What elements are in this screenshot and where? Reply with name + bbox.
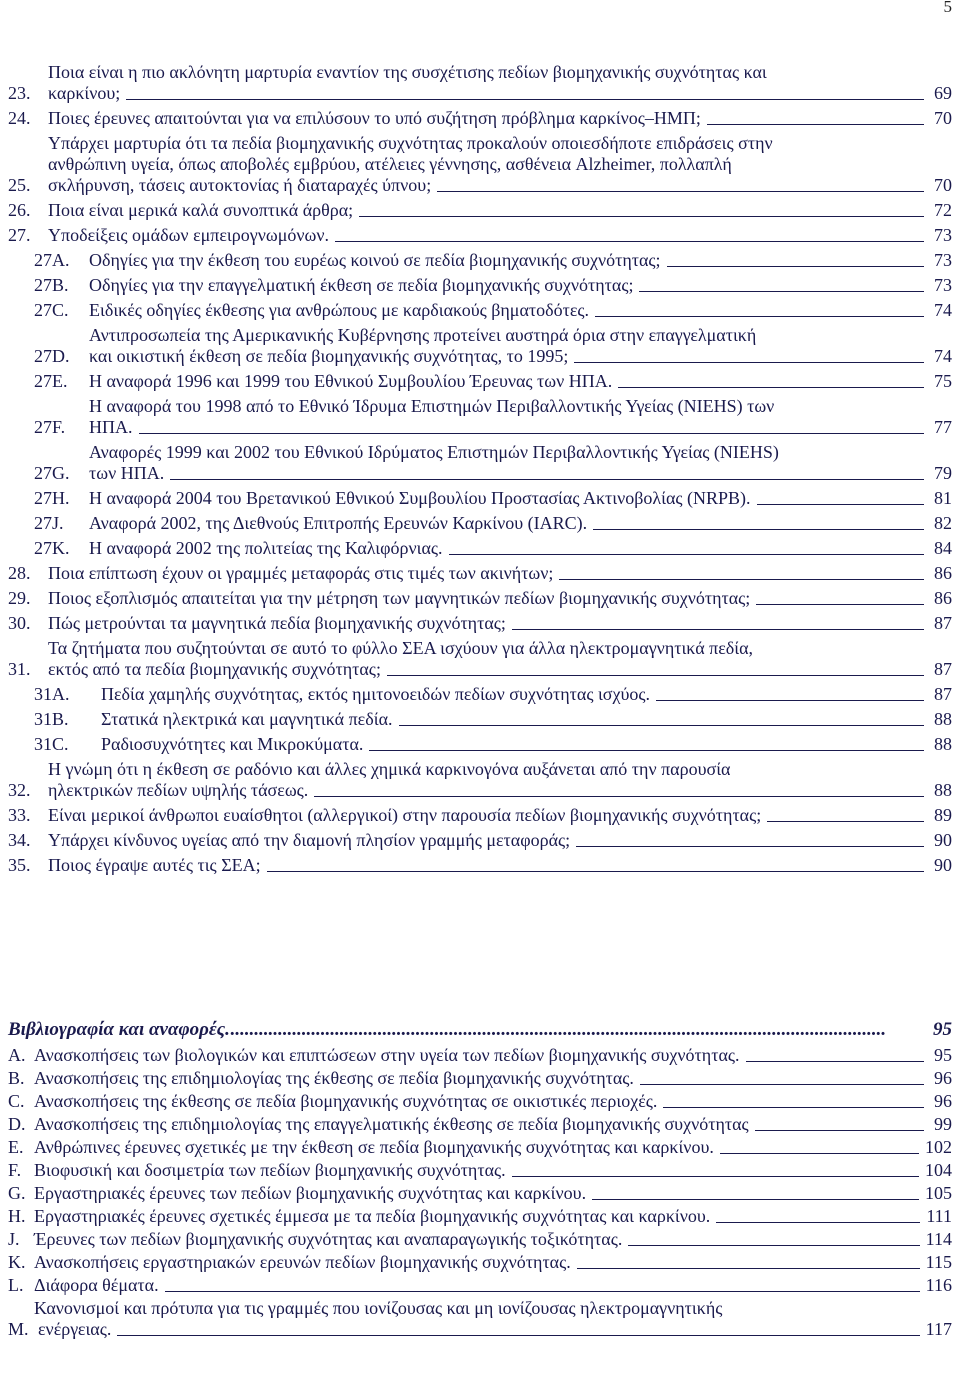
toc-subentry[interactable] <box>8 488 952 509</box>
item-page: 116 <box>925 1275 952 1295</box>
item-text: Βιοφυσική και δοσιμετρία των πεδίων βιομηχανικής συχνότητας. <box>34 1160 506 1180</box>
entry-number: 31A. <box>34 684 70 704</box>
item-letter: M. <box>8 1319 29 1339</box>
entry-page: 70 <box>934 108 952 128</box>
bibliography-item[interactable] <box>8 1160 952 1181</box>
item-text: Έρευνες των πεδίων βιομηχανικής συχνότητας και αναπαραγωγικής τοξικότητας. <box>34 1229 623 1249</box>
entry-text: Η αναφορά 2004 του Βρετανικού Εθνικού Συμβουλίου Προστασίας Ακτινοβολίας (NRPB). <box>89 488 751 508</box>
leader-line <box>369 750 924 751</box>
entry-page: 72 <box>934 200 952 220</box>
leader-line <box>667 266 924 267</box>
leader-line <box>756 604 924 605</box>
bibliography-item[interactable] <box>8 1068 952 1089</box>
entry-page: 73 <box>934 225 952 245</box>
entry-page: 69 <box>934 83 952 103</box>
leader-line <box>577 1268 920 1269</box>
leader-line <box>335 241 924 242</box>
toc-subentry[interactable] <box>8 538 952 559</box>
leader-line <box>559 579 924 580</box>
item-text: Ανθρώπινες έρευνες σχετικές με την έκθεση σε πεδία βιομηχανικής συχνότητας και καρκίνου. <box>34 1137 714 1157</box>
entry-text: Η αναφορά του 1998 από το Εθνικό Ίδρυμα Επιστημών Περιβαλλοντικής Υγείας (NIEHS) των <box>89 396 775 416</box>
entry-text: Οδηγίες για την έκθεση του ευρέως κοινού σε πεδία βιομηχανικής συχνότητας; <box>89 250 661 270</box>
entry-text: ηλεκτρικών πεδίων υψηλής τάσεως. <box>48 780 309 800</box>
entry-text: Ειδικές οδηγίες έκθεσης για ανθρώπους με καρδιακούς βηματοδότες. <box>89 300 590 320</box>
item-letter: K. <box>8 1252 26 1272</box>
item-page: 95 <box>934 1045 952 1065</box>
toc-entry[interactable] <box>8 563 952 584</box>
leader-line <box>595 316 924 317</box>
entry-text: Υπάρχει κίνδυνος υγείας από την διαμονή πλησίον γραμμής μεταφοράς; <box>48 830 571 850</box>
toc-entry[interactable] <box>8 613 952 634</box>
entry-page: 86 <box>934 588 952 608</box>
entry-page: 81 <box>934 488 952 508</box>
item-text: Εργαστηριακές έρευνες των πεδίων βιομηχανικής συχνότητας και καρκίνου. <box>34 1183 587 1203</box>
leader-line <box>640 1084 924 1085</box>
entry-number: 27J. <box>34 513 64 533</box>
item-page: 114 <box>925 1229 952 1249</box>
entry-number: 32. <box>8 780 31 800</box>
leader-line <box>720 1153 919 1154</box>
entry-page: 89 <box>934 805 952 825</box>
leader-line <box>267 871 924 872</box>
toc-entry[interactable] <box>8 805 952 826</box>
entry-text: Αντιπροσωπεία της Αμερικανικής Κυβέρνησης προτείνει αυστηρά όρια στην επαγγελματική <box>89 325 757 345</box>
toc-subentry[interactable] <box>8 250 952 271</box>
entry-number: 27G. <box>34 463 70 483</box>
entry-text: Η γνώμη ότι η έκθεση σε ραδόνιο και άλλες χημικά καρκινογόνα αυξάνεται από την παρουσία <box>48 759 731 779</box>
leader-line <box>618 387 924 388</box>
leader-line <box>117 1335 919 1336</box>
bibliography-list <box>8 1045 952 1340</box>
toc-subentry[interactable] <box>8 513 952 534</box>
entry-number: 27. <box>8 225 31 245</box>
item-page: 99 <box>934 1114 952 1134</box>
entry-text: Υπάρχει μαρτυρία ότι τα πεδία βιομηχανικής συχνότητας προκαλούν οποιεσδήποτε επιδράσεις στην <box>48 133 773 153</box>
leader-line <box>165 1291 920 1292</box>
entry-text: Ραδιοσυχνότητες και Μικροκύματα. <box>101 734 364 754</box>
entry-page: 74 <box>934 300 952 320</box>
bibliography-item[interactable] <box>8 1229 952 1250</box>
bibliography-item[interactable] <box>8 1137 952 1158</box>
entry-page: 74 <box>934 346 952 366</box>
entry-page: 87 <box>934 684 952 704</box>
entry-text: Ποια είναι η πιο ακλόνητη μαρτυρία εναντίον της συσχέτισης πεδίων βιομηχανικής συχνότητας και <box>48 62 767 82</box>
entry-number: 28. <box>8 563 31 583</box>
entry-number: 27D. <box>34 346 70 366</box>
toc-subentry[interactable] <box>8 396 952 438</box>
entry-number: 27F. <box>34 417 66 437</box>
bibliography-section <box>8 1019 952 1342</box>
entry-number: 27B. <box>34 275 69 295</box>
item-text: Ανασκοπήσεις της επιδημιολογίας της επαγγελματικής έκθεσης σε πεδία βιομηχανικής συχνότητας <box>34 1114 749 1134</box>
leader-line <box>746 1061 925 1062</box>
bibliography-item[interactable] <box>8 1206 952 1227</box>
leader-line <box>512 1176 919 1177</box>
entry-number: 26. <box>8 200 31 220</box>
bibliography-heading[interactable] <box>8 1019 952 1041</box>
entry-page: 88 <box>934 709 952 729</box>
page-number: 5 <box>943 0 952 16</box>
leader-line <box>574 362 924 363</box>
toc-entry[interactable] <box>8 133 952 196</box>
entry-number: 27K. <box>34 538 70 558</box>
bibliography-title: Βιβλιογραφία και αναφορές. <box>8 1019 230 1040</box>
leader-line <box>449 554 924 555</box>
item-page: 96 <box>934 1091 952 1111</box>
leader-line <box>639 291 924 292</box>
entry-text: Ποιος εξοπλισμός απαιτείται για την μέτρηση των μαγνητικών πεδίων βιομηχανικής συχνότητας; <box>48 588 751 608</box>
entry-number: 27A. <box>34 250 70 270</box>
entry-page: 87 <box>934 613 952 633</box>
leader-line <box>170 479 924 480</box>
entry-number: 27H. <box>34 488 70 508</box>
toc-subentry[interactable] <box>8 684 952 705</box>
toc-subentry[interactable] <box>8 325 952 367</box>
toc-entry[interactable] <box>8 225 952 246</box>
leader-line <box>767 821 924 822</box>
entry-text: εκτός από τα πεδία βιομηχανικής συχνότητας; <box>48 659 381 679</box>
entry-text: Στατικά ηλεκτρικά και μαγνητικά πεδία. <box>101 709 393 729</box>
entry-number: 25. <box>8 175 31 195</box>
leader-line <box>663 1107 924 1108</box>
entry-number: 30. <box>8 613 31 633</box>
toc-entry[interactable] <box>8 855 952 876</box>
toc-subentry[interactable] <box>8 300 952 321</box>
item-letter: H. <box>8 1206 26 1226</box>
bibliography-item[interactable] <box>8 1114 952 1135</box>
toc-subentry[interactable] <box>8 709 952 730</box>
leader-line <box>628 1245 919 1246</box>
leader-line <box>387 675 924 676</box>
toc-entry[interactable] <box>8 759 952 801</box>
entry-text: Αναφορές 1999 και 2002 του Εθνικού Ιδρύματος Επιστημών Περιβαλλοντικής Υγείας (NIEHS) <box>89 442 779 462</box>
entry-page: 73 <box>934 250 952 270</box>
toc-entry[interactable] <box>8 200 952 221</box>
entry-text: των ΗΠΑ. <box>89 463 165 483</box>
toc-subentry[interactable] <box>8 371 952 392</box>
leader-line <box>656 700 924 701</box>
entry-text: Η αναφορά 2002 της πολιτείας της Καλιφόρνιας. <box>89 538 443 558</box>
bibliography-item[interactable] <box>8 1298 952 1340</box>
item-page: 117 <box>925 1319 952 1339</box>
entry-number: 29. <box>8 588 31 608</box>
entry-page: 77 <box>934 417 952 437</box>
entry-page: 84 <box>934 538 952 558</box>
entry-number: 23. <box>8 83 31 103</box>
entry-number: 31C. <box>34 734 69 754</box>
item-page: 111 <box>926 1206 952 1226</box>
entry-number: 31. <box>8 659 31 679</box>
entry-page: 90 <box>934 830 952 850</box>
entry-page: 79 <box>934 463 952 483</box>
leader-line <box>592 1199 919 1200</box>
item-text: Κανονισμοί και πρότυπα για τις γραμμές που ιονίζουσας και μη ιονίζουσας ηλεκτρομαγνητικής <box>34 1298 723 1318</box>
item-text: Ανασκοπήσεις εργαστηριακών ερευνών πεδίων βιομηχανικής συχνότητας. <box>34 1252 571 1272</box>
item-text: Ανασκοπήσεις της έκθεσης σε πεδία βιομηχανικής συχνότητας σε οικιστικές περιοχές. <box>34 1091 658 1111</box>
leader-line <box>757 504 924 505</box>
leader-line <box>126 99 924 100</box>
entry-text: ανθρώπινη υγεία, όπως αποβολές εμβρύου, ατέλειες γέννησης, ασθένεια Alzheimer, πολλαπλή <box>48 154 732 174</box>
toc-subentry[interactable] <box>8 734 952 755</box>
item-text: Ανασκοπήσεις της επιδημιολογίας της έκθεσης σε πεδία βιομηχανικής συχνότητας. <box>34 1068 634 1088</box>
item-letter: A. <box>8 1045 26 1065</box>
entry-number: 24. <box>8 108 31 128</box>
entry-number: 33. <box>8 805 31 825</box>
toc-entry[interactable] <box>8 108 952 129</box>
leader-line <box>139 433 925 434</box>
entry-text: Αναφορά 2002, της Διεθνούς Επιτροπής Ερευνών Καρκίνου (IARC). <box>89 513 588 533</box>
leader-line <box>314 796 924 797</box>
bibliography-item[interactable] <box>8 1045 952 1066</box>
toc-entry[interactable] <box>8 588 952 609</box>
bibliography-item[interactable] <box>8 1275 952 1296</box>
entry-page: 88 <box>934 780 952 800</box>
item-letter: L. <box>8 1275 24 1295</box>
entry-page: 90 <box>934 855 952 875</box>
item-page: 102 <box>925 1137 952 1157</box>
item-letter: J. <box>8 1229 20 1249</box>
entry-text: Ποιες έρευνες απαιτούνται για να επιλύσουν το υπό συζήτηση πρόβλημα καρκίνος–ΗΜΠ; <box>48 108 701 128</box>
entry-page: 70 <box>934 175 952 195</box>
entry-text: Ποια επίπτωση έχουν οι γραμμές μεταφοράς στις τιμές των ακινήτων; <box>48 563 554 583</box>
entry-number: 34. <box>8 830 31 850</box>
entry-page: 82 <box>934 513 952 533</box>
toc-subentry[interactable] <box>8 275 952 296</box>
entry-text: Πεδία χαμηλής συχνότητας, εκτός ημιτονοειδών πεδίων συχνότητας ισχύος. <box>101 684 651 704</box>
entry-text: και οικιστική έκθεση σε πεδία βιομηχανικής συχνότητας, το 1995; <box>89 346 569 366</box>
entry-text: Ποια είναι μερικά καλά συνοπτικά άρθρα; <box>48 200 354 220</box>
item-page: 115 <box>925 1252 952 1272</box>
item-page: 104 <box>925 1160 952 1180</box>
entry-number: 31B. <box>34 709 69 729</box>
item-page: 105 <box>925 1183 952 1203</box>
entry-page: 87 <box>934 659 952 679</box>
entry-page: 73 <box>934 275 952 295</box>
leader-line <box>512 629 924 630</box>
leader-line <box>437 191 924 192</box>
entry-text: Πώς μετρούνται τα μαγνητικά πεδία βιομηχανικής συχνότητας; <box>48 613 506 633</box>
entry-text: Είναι μερικοί άνθρωποι ευαίσθητοι (αλλεργικοί) στην παρουσία πεδίων βιομηχανικής συχνότητας; <box>48 805 762 825</box>
entry-text: καρκίνου; <box>48 83 121 103</box>
entry-text: Η αναφορά 1996 και 1999 του Εθνικού Συμβουλίου Έρευνας των ΗΠΑ. <box>89 371 613 391</box>
leader-line <box>576 846 924 847</box>
leader-line <box>399 725 925 726</box>
table-of-contents <box>8 62 952 880</box>
entry-number: 27C. <box>34 300 69 320</box>
entry-text: Τα ζητήματα που συζητούνται σε αυτό το φύλλο ΣΕΑ ισχύουν για άλλα ηλεκτρομαγνητικά πεδία, <box>48 638 754 658</box>
item-text: Διάφορα θέματα. <box>34 1275 159 1295</box>
item-letter: D. <box>8 1114 26 1134</box>
entry-page: 75 <box>934 371 952 391</box>
toc-entry[interactable] <box>8 830 952 851</box>
entry-page: 88 <box>934 734 952 754</box>
toc-entry[interactable] <box>8 638 952 680</box>
entry-page: 86 <box>934 563 952 583</box>
entry-text: Υποδείξεις ομάδων εμπειρογνωμόνων. <box>48 225 329 245</box>
bibliography-item[interactable] <box>8 1091 952 1112</box>
item-letter: B. <box>8 1068 25 1088</box>
entry-text: σκλήρυνση, τάσεις αυτοκτονίας ή διαταραχές ύπνου; <box>48 175 432 195</box>
item-page: 96 <box>934 1068 952 1088</box>
item-letter: C. <box>8 1091 25 1111</box>
entry-text: ΗΠΑ. <box>89 417 133 437</box>
entry-number: 35. <box>8 855 31 875</box>
item-text: Ανασκοπήσεις των βιολογικών και επιπτώσεων στην υγεία των πεδίων βιομηχανικής συχνότητας. <box>34 1045 740 1065</box>
leader-line <box>359 216 924 217</box>
leader-line <box>707 124 924 125</box>
leader-line <box>593 529 924 530</box>
toc-subentry[interactable] <box>8 442 952 484</box>
entry-text: Ποιος έγραψε αυτές τις ΣΕΑ; <box>48 855 261 875</box>
item-letter: F. <box>8 1160 22 1180</box>
item-text: Εργαστηριακές έρευνες σχετικές έμμεσα με τα πεδία βιομηχανικής συχνότητας και καρκίνου. <box>34 1206 711 1226</box>
leader-dots: .......................................................................................................................................... <box>229 1019 886 1040</box>
item-text: ενέργειας. <box>38 1319 112 1339</box>
entry-text: Οδηγίες για την επαγγελματική έκθεση σε πεδία βιομηχανικής συχνότητας; <box>89 275 634 295</box>
toc-entry[interactable] <box>8 62 952 104</box>
bibliography-page: 95 <box>933 1019 952 1040</box>
leader-line <box>755 1130 924 1131</box>
item-letter: G. <box>8 1183 26 1203</box>
bibliography-item[interactable] <box>8 1252 952 1273</box>
leader-line <box>716 1222 920 1223</box>
bibliography-item[interactable] <box>8 1183 952 1204</box>
item-letter: E. <box>8 1137 24 1157</box>
entry-number: 27E. <box>34 371 68 391</box>
